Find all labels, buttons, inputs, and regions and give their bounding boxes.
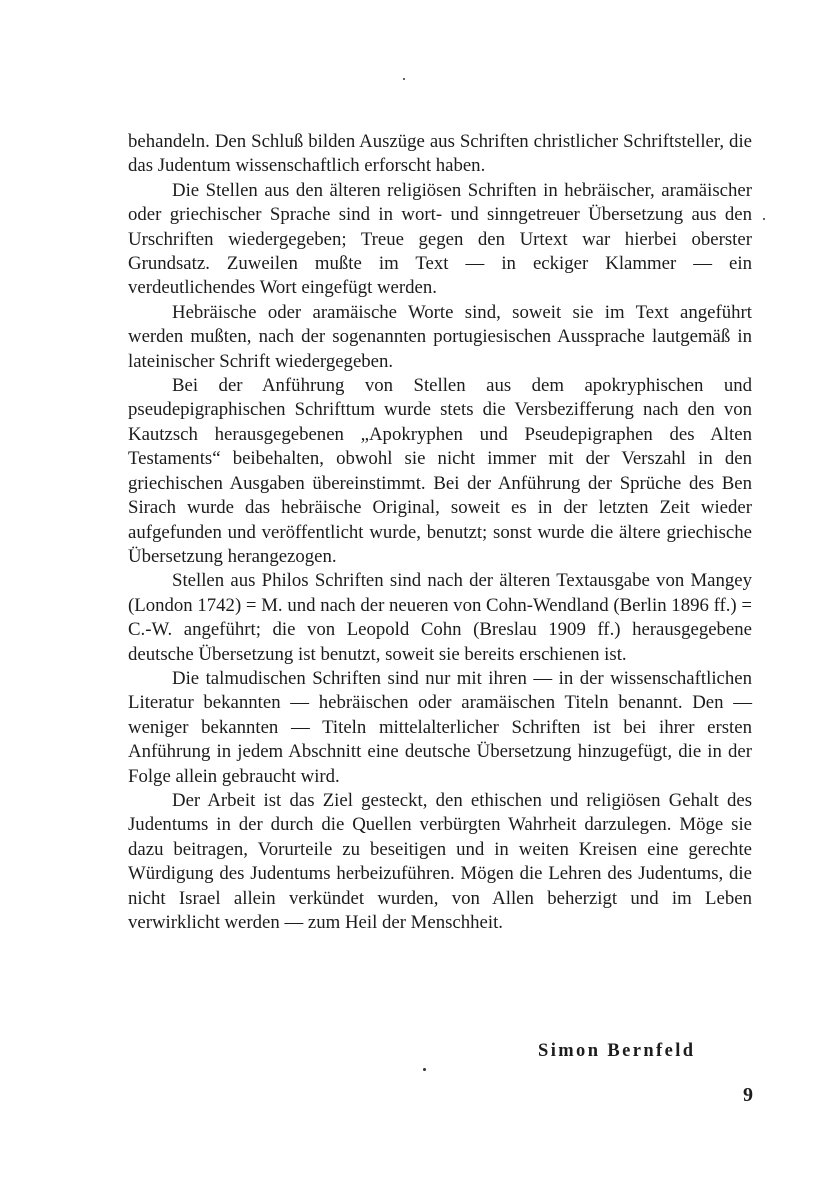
scan-speck <box>423 1068 426 1071</box>
paragraph-transliteration: Hebräische oder aramäische Worte sind, soweit sie im Text angeführt werden mußten, nach der sogenannten portugiesischen Aussprache lautgemäß in lateinischer Schrift wiedergegeben. <box>128 301 752 372</box>
paragraph-continuation: behandeln. Den Schluß bilden Auszüge aus Schriften christlicher Schriftsteller, die das Judentum wissenschaftlich erforscht haben. <box>128 131 752 177</box>
paragraph-talmud-titles: Die talmudischen Schriften sind nur mit ihren — in der wissenschaftlichen Literatur bekannten — hebräischen oder aramäischen Titeln benannt. Den — weniger bekannten — Titeln mittelalterlicher Schriften ist bei ihrer ersten Anführung in jedem Abschnitt eine deutsche Übersetzung hinzugefügt, die in der Folge allein gebraucht wird. <box>128 667 752 787</box>
paragraph-philo-editions: Stellen aus Philos Schriften sind nach der älteren Textausgabe von Mangey (London 1742) = M. und nach der neueren von Cohn-Wendland (Berlin 1896 ff.) = C.-W. angeführt; die von Leopold Cohn (Breslau 1909 ff.) herausgegebene deutsche Übersetzung ist benutzt, soweit sie bereits erschienen ist. <box>128 570 752 665</box>
body-text <box>128 130 752 935</box>
paragraph-translation-method: Die Stellen aus den älteren religiösen Schriften in hebräischer, aramäischer oder griechischer Sprache sind in wort- und sinngetreuer Übersetzung aus den Urschriften wiedergegeben; Treue gegen den Urtext war hierbei oberster Grundsatz. Zuweilen mußte im Text — in eckiger Klammer — ein verdeutlichendes Wort eingefügt werden. <box>128 179 752 299</box>
scan-speck <box>763 218 765 220</box>
page-number: 9 <box>743 1084 753 1106</box>
paragraph-apocrypha-citation: Bei der Anführung von Stellen aus dem apokryphischen und pseudepigraphischen Schrifttum wurde stets die Versbezifferung nach den von Kautzsch herausgegebenen „Apokryphen und Pseudepigraphen des Alten Testaments“ beibehalten, obwohl sie nicht immer mit der Verszahl in den griechischen Ausgaben übereinstimmt. Bei der Anführung der Sprüche des Ben Sirach wurde das hebräische Original, soweit es in der letzten Zeit wieder aufgefunden und veröffentlicht wurde, benutzt; sonst wurde die ältere griechische Übersetzung herangezogen. <box>128 375 752 567</box>
scan-speck <box>403 78 405 80</box>
paragraph-closing-aim: Der Arbeit ist das Ziel gesteckt, den ethischen und religiösen Gehalt des Judentums in der durch die Quellen verbürgten Wahrheit darzulegen. Möge sie dazu beitragen, Vorurteile zu beseitigen und in weiten Kreisen eine gerechte Würdigung des Judentums herbeizuführen. Mögen die Lehren des Judentums, die nicht Israel allein verkündet wurden, von Allen beherzigt und im Leben verwirklicht werden — zum Heil der Menschheit. <box>128 789 752 933</box>
author-signature: Simon Bernfeld <box>538 1041 696 1061</box>
